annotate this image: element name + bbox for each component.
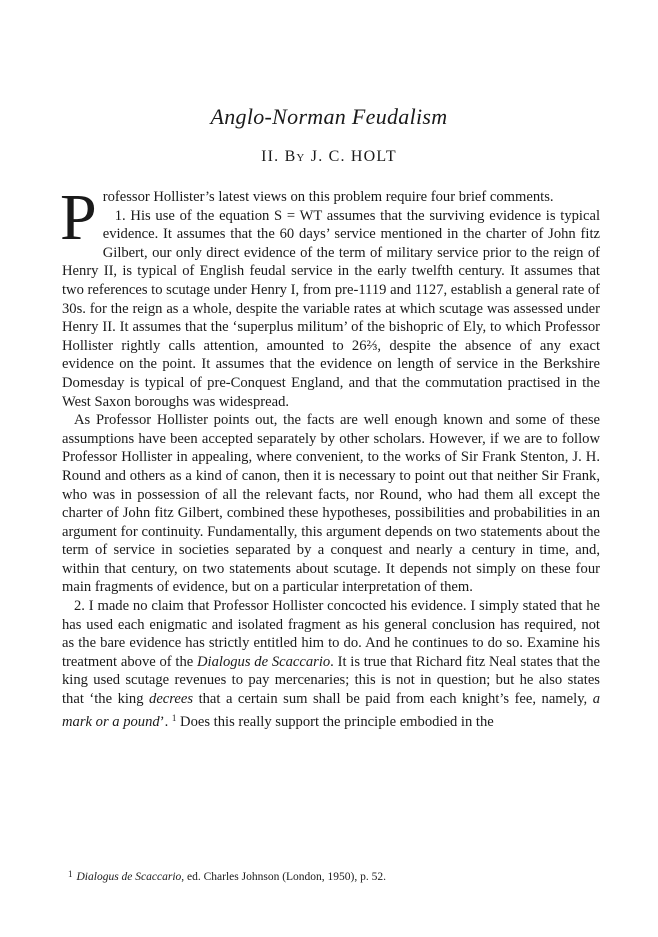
footnote-italic-title: Dialogus de Scaccario [76, 871, 182, 883]
paragraph-intro [60, 181, 600, 254]
paragraph-point-1: 1. His use of the equation S = WT assumes that the surviving evidence is typical evidence. It assumes that the 60 days’ service mentioned in the charter of John fitz Gilbert, our only direct evidence of the term of military service prior to the reign of Henry II, is typical of English feudal service in the early twelfth century. It assumes that two references to scutage under Henry I, from pre-1119 and 1127, establish a general rate of 30s. for the reign as a whole, despite the variable rates at which scutage was assessed under Henry II. It assumes that the ‘superplus militum’ of the bishopric of Ely, to which Professor Hollister rightly calls attention, amounted to 26⅔, despite the absence of any exact evidence on the point. It assumes that the evidence on length of service in the Berkshire Domesday is typical of pre-Conquest England, and that the commutation practised in the West Saxon boroughs was widespread. [62, 207, 600, 410]
p4-italic-decrees: decrees [149, 691, 194, 708]
article-byline [0, 148, 658, 166]
p4-text-a: 2. I made no claim that Professor Hollister concocted his evidence. I simply stated that he has used each enigmatic and isolated fragment as his general conclusion has required, not as the bare evidence has strictly entitled him to do. And he continues to do so. Examine his treatment above of the [62, 598, 600, 670]
p4-text-c: that a certain sum shall be paid from each knight’s fee, namely, [193, 691, 593, 708]
p4-text-d: ’. [159, 713, 172, 730]
p4-text-b: . It is true that Richard fitz Neal states that the king used scutage revenues to pay mercenaries; this is not in question; but he also states that ‘the king [62, 653, 600, 708]
byline-section-number: II. [261, 148, 285, 165]
article-body [60, 181, 600, 731]
footnote-number: 1 [68, 869, 73, 879]
paragraph-continuity: As Professor Hollister points out, the facts are well enough known and some of these assumptions have been accepted separately by other scholars. However, if we are to follow Professor Hollister in appealing, where convenient, to the works of Sir Frank Stenton, J. H. Round and others as a kind of canon, then it is necessary to point out that neither Sir Frank, who was in possession of all the relevant facts, nor Round, who had them all except the charter of John fitz Gilbert, combined these hypotheses, possibilities and probabilities in an argument for continuity. Fundamentally, this argument depends on two statements about the term of service in societies separated by a conquest and nearly a century in time, and, within that century, on two statements about scutage. It depends not simply on these four main fragments of evidence, but on a particular interpretation of them. [62, 412, 600, 596]
footnote [62, 867, 600, 884]
paragraph-intro-text: rofessor Hollister’s latest views on this problem require four brief comments. [102, 189, 554, 205]
drop-cap: P [60, 181, 97, 254]
p4-italic-dialogus: Dialogus de Scaccario [197, 653, 331, 670]
p4-text-e: Does this really support the principle embodied in the [176, 713, 494, 730]
byline-author: J. C. HOLT [305, 148, 397, 165]
paragraph-point-2 [62, 597, 600, 731]
footnote-reference[interactable]: 1 [171, 712, 177, 723]
footnote-text: , ed. Charles Johnson (London, 1950), p. 52. [181, 871, 387, 883]
p4-italic-mark-pound: a mark or a pound [62, 691, 600, 730]
byline-by: By [284, 148, 306, 165]
article-title: Anglo-Norman Feudalism [210, 104, 448, 129]
